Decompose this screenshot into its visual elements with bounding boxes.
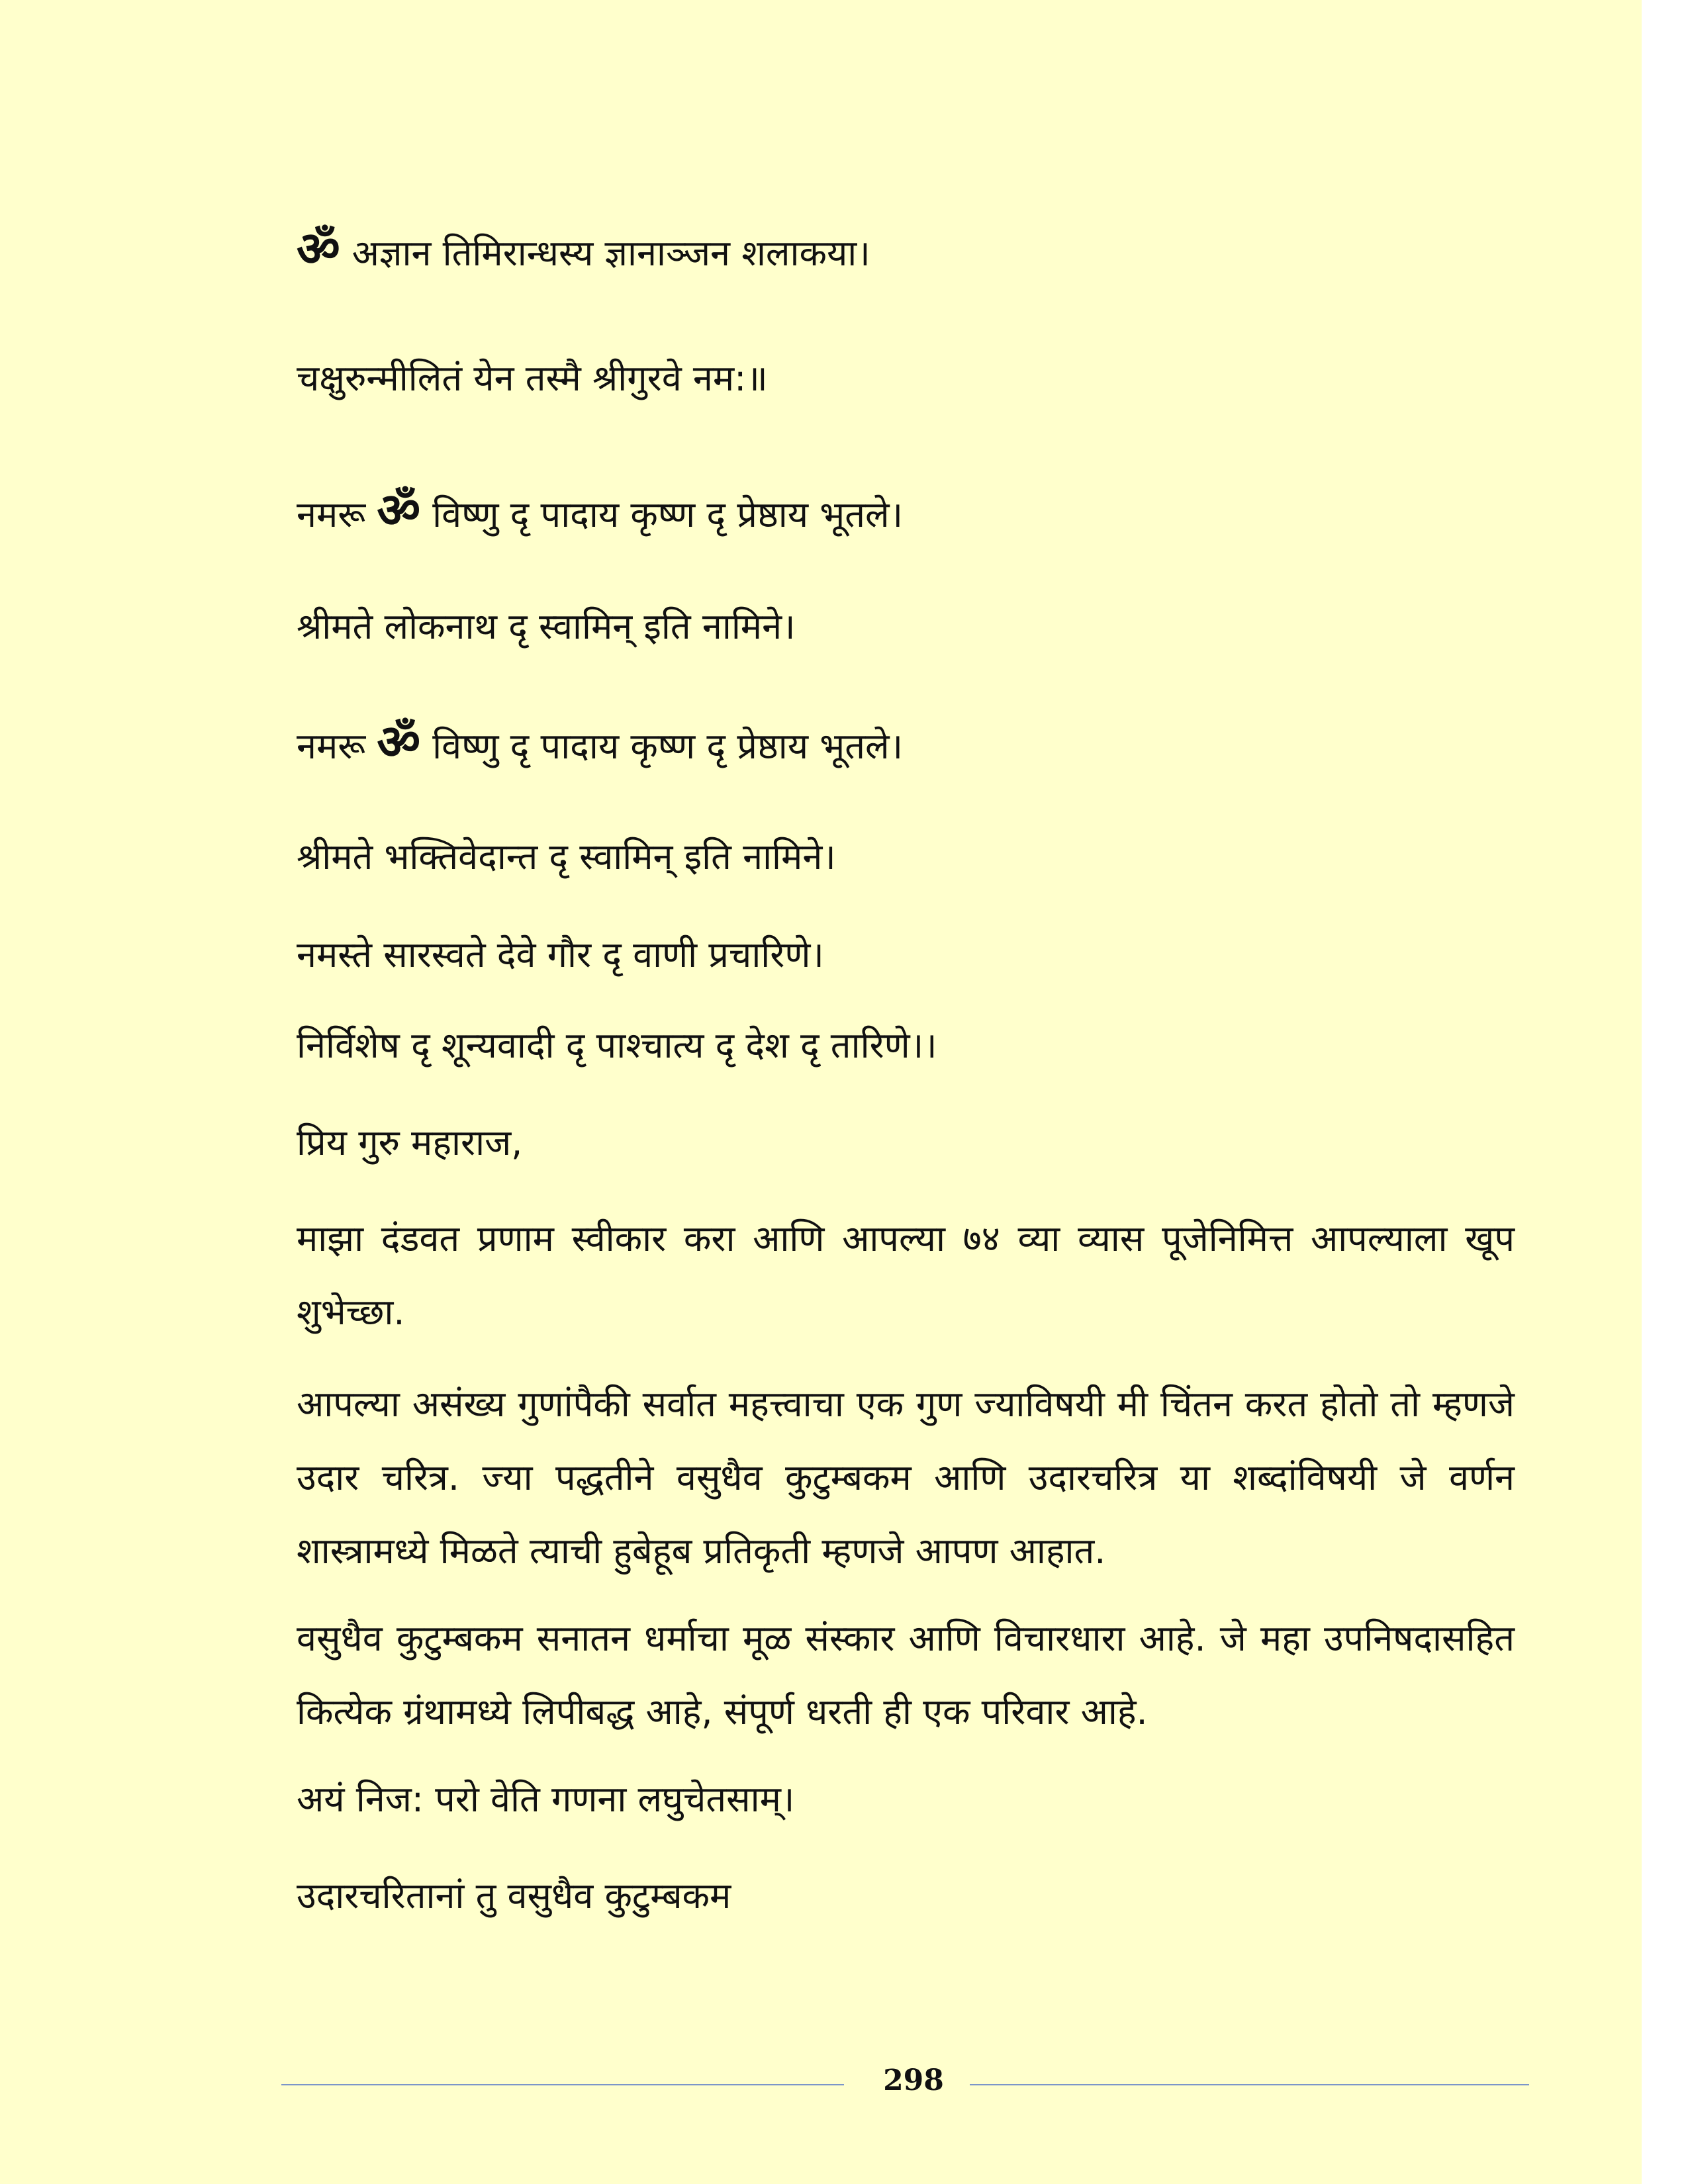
- verse-text: विष्णु दृ पादाय कृष्ण दृ प्रेष्ठाय भूतले।: [432, 494, 904, 535]
- verse-line-5: [297, 714, 904, 770]
- footer-rule-left: [281, 2084, 844, 2085]
- footer-rule-right: [970, 2084, 1529, 2085]
- paragraph-2: आपल्या असंख्य गुणांपैकी सर्वात महत्त्वाचा एक गुण ज्याविषयी मी चिंतन करत होतो तो म्हणजे उदार चरित्र. ज्या पद्धतीने वसुधैव कुटुम्बकम आणि उदारचरित्र या शब्दांविषयी जे वर्णन शास्त्रामध्ये मिळते त्याची हुबेहूब प्रतिकृती म्हणजे आपण आहात.: [297, 1383, 1515, 1572]
- om-symbol: ॐ: [377, 482, 421, 538]
- closing-verse-line-2: उदारचरितानां तु वसुधैव कुटुम्बकम: [297, 1875, 731, 1917]
- verse-line-4: श्रीमते लोकनाथ दृ स्वामिन् इति नामिने।: [297, 606, 796, 647]
- verse-text: विष्णु दृ पादाय कृष्ण दृ प्रेष्ठाय भूतले।: [432, 725, 904, 767]
- salutation: प्रिय गुरु महाराज,: [297, 1122, 523, 1163]
- closing-verse-line-1: अयं निज: परो वेति गणना लघुचेतसाम्।: [297, 1778, 795, 1820]
- verse-line-7: नमस्ते सारस्वते देवे गौर दृ वाणी प्रचारिणे।: [297, 934, 824, 976]
- om-symbol: ॐ: [297, 221, 340, 277]
- page-margin: [1642, 0, 1688, 2184]
- verse-text: अज्ञान तिमिरान्धस्य ज्ञानाञ्जन शलाकया।: [352, 232, 870, 274]
- page-number: 298: [883, 2064, 944, 2097]
- paragraph-3: वसुधैव कुटुम्बकम सनातन धर्माचा मूळ संस्कार आणि विचारधारा आहे. जे महा उपनिषदासहित कित्येक ग्रंथामध्ये लिपीबद्ध आहे, संपूर्ण धरती ही एक परिवार आहे.: [297, 1617, 1515, 1733]
- verse-line-6: श्रीमते भक्तिवेदान्त दृ स्वामिन् इति नामिने।: [297, 836, 836, 878]
- verse-line-1: [297, 221, 870, 277]
- om-symbol: ॐ: [377, 714, 421, 770]
- paragraph-1: माझा दंडवत प्रणाम स्वीकार करा आणि आपल्या ७४ व्या व्यास पूजेनिमित्त आपल्याला खूप शुभेच्छा.: [297, 1218, 1515, 1333]
- verse-prefix: नमरू: [297, 725, 366, 767]
- verse-line-2: चक्षुरुन्मीलितं येन तस्मै श्रीगुरवे नम:॥: [297, 357, 768, 399]
- verse-line-3: [297, 482, 904, 538]
- verse-line-8: निर्विशेष दृ शून्यवादी दृ पाश्चात्य दृ देश दृ तारिणे।।: [297, 1024, 937, 1066]
- verse-prefix: नमरू: [297, 494, 366, 535]
